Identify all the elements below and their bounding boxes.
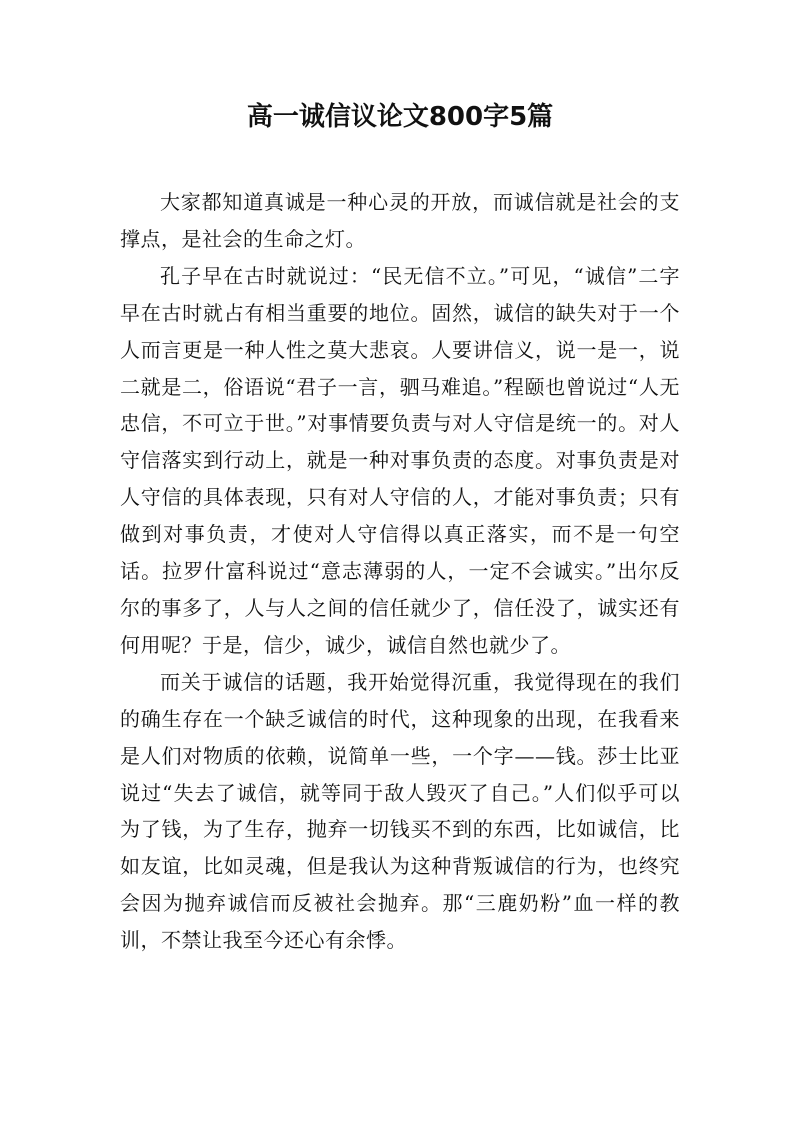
paragraph-2: 孔子早在古时就说过：“民无信不立。”可见，“诚信”二字早在古时就占有相当重要的地位。固然，诚信的缺失对于一个人而言更是一种人性之莫大悲哀。人要讲信义，说一是一，说二就是二，俗语说“君子一言，驷马难追。”程颐也曾说过“人无忠信，不可立于世。”对事情要负责与对人守信是统一的。对人守信落实到行动上，就是一种对事负责的态度。对事负责是对人守信的具体表现，只有对人守信的人，才能对事负责；只有做到对事负责，才使对人守信得以真正落实，而不是一句空话。拉罗什富科说过“意志薄弱的人，一定不会诚实。”出尔反尔的事多了，人与人之间的信任就少了，信任没了，诚实还有何用呢？于是，信少，诚少，诚信自然也就少了。 xyxy=(120,263,680,657)
paragraph-3: 而关于诚信的话题，我开始觉得沉重，我觉得现在的我们的确生存在一个缺乏诚信的时代，这种现象的出现，在我看来是人们对物质的依赖，说简单一些，一个字——钱。莎士比亚说过“失去了诚信，就等同于敌人毁灭了自己。”人们似乎可以为了钱，为了生存，抛弃一切钱买不到的东西，比如诚信，比如友谊，比如灵魂，但是我认为这种背叛诚信的行为，也终究会因为抛弃诚信而反被社会抛弃。那“三鹿奶粉”血一样的教训，不禁让我至今还心有余悸。 xyxy=(120,669,680,953)
document-body xyxy=(120,184,680,959)
document-title: 高一诚信议论文800字5篇 xyxy=(246,102,554,132)
paragraph-1: 大家都知道真诚是一种心灵的开放，而诚信就是社会的支撑点，是社会的生命之灯。 xyxy=(120,190,680,251)
